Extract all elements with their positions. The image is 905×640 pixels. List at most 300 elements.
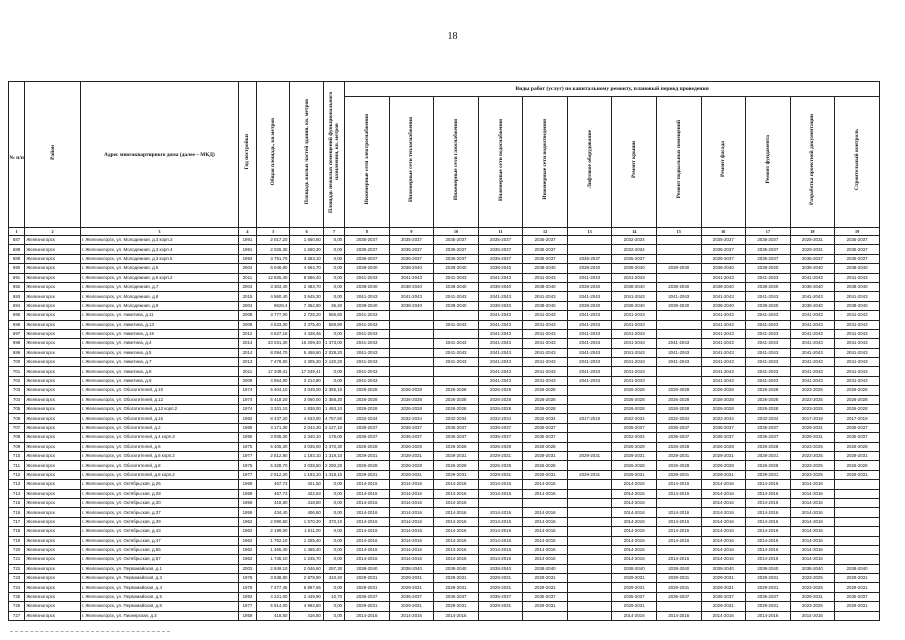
table-cell: 2035-2037	[523, 236, 568, 245]
table-cell: 2032-2034	[612, 433, 657, 442]
table-cell: г. Железногорск, ул. Молодежная, д.3 корп.5	[80, 254, 238, 263]
table-cell: 2035-2037	[478, 423, 523, 432]
table-cell: 2014-2016	[790, 489, 835, 498]
table-cell: 2041-2043	[478, 348, 523, 357]
table-cell: 2026-2028	[389, 386, 434, 395]
table-cell: 2014-2016	[701, 489, 746, 498]
table-cell: 2008	[238, 320, 256, 329]
table-cell: 4 171,30	[257, 423, 290, 432]
table-cell: Железногорск	[25, 376, 81, 385]
table-cell: 2029-2031	[478, 451, 523, 460]
table-cell: 2023-2025	[790, 386, 835, 395]
table-cell: 2013	[238, 358, 256, 367]
table-cell: Железногорск	[25, 451, 81, 460]
table-cell: 1977	[238, 602, 256, 611]
table-cell: 418,80	[290, 498, 323, 507]
table-row	[9, 517, 880, 526]
table-cell	[567, 480, 612, 489]
table-cell: г. Железногорск, ул. Обогатителей, д.6	[80, 442, 238, 451]
table-cell: 175,00	[323, 433, 344, 442]
table-cell: 17 349,41	[257, 367, 290, 376]
header-work-2: Инженерные сети теплоснабжения	[389, 97, 434, 228]
table-cell: 2029-2031	[612, 602, 657, 611]
table-cell: 2026-2028	[835, 405, 880, 414]
table-cell: 2014-2016	[523, 480, 568, 489]
table-cell: 706	[9, 414, 25, 423]
table-cell: 2023-2025	[790, 395, 835, 404]
header-work-5: Инженерные сети водоотведения	[523, 97, 568, 228]
table-cell: 2038-2040	[656, 301, 701, 310]
table-cell: 2038-2040	[612, 264, 657, 273]
table-cell: 17 349,41	[290, 367, 323, 376]
table-row	[9, 451, 880, 460]
table-cell: 2029-2031	[701, 583, 746, 592]
table-cell: 711	[9, 461, 25, 470]
table-cell: 2029-2031	[835, 602, 880, 611]
column-number: 12	[523, 228, 568, 236]
table-cell: 2041-2043	[835, 292, 880, 301]
table-cell: 2035-2037	[345, 592, 390, 601]
table-cell: 2029-2031	[656, 470, 701, 479]
table-cell	[567, 574, 612, 583]
table-cell: 2014-2016	[478, 508, 523, 517]
table-cell: 2041-2043	[835, 320, 880, 329]
table-cell: 5 405,30	[257, 442, 290, 451]
table-cell: 2029-2031	[523, 451, 568, 460]
table-cell: 2035-2037	[701, 592, 746, 601]
table-cell	[567, 545, 612, 554]
table-cell: 690	[9, 264, 25, 273]
table-cell: 1974	[238, 405, 256, 414]
table-cell: 2041-2043	[434, 320, 479, 329]
table-cell: 2038-2040	[523, 264, 568, 273]
table-cell: Железногорск	[25, 282, 81, 291]
table-cell: 2011	[238, 273, 256, 282]
table-cell: 2041-2043	[523, 329, 568, 338]
table-cell: 2 017,20	[257, 236, 290, 245]
table-cell	[567, 442, 612, 451]
table-cell: г. Железногорск, ул. Октябрьская, д.43	[80, 527, 238, 536]
table-cell: 3 645,30	[290, 292, 323, 301]
table-cell: Железногорск	[25, 517, 81, 526]
table-cell: 2029-2031	[389, 451, 434, 460]
header-work-9: Ремонт фасада	[701, 97, 746, 228]
table-cell: 2041-2043	[567, 311, 612, 320]
column-number: 15	[656, 228, 701, 236]
table-cell: 421,50	[290, 480, 323, 489]
column-number: 18	[790, 228, 835, 236]
table-cell: 2038-2040	[656, 564, 701, 573]
table-cell: 2026-2028	[345, 461, 390, 470]
table-cell: 2029-2031	[612, 451, 657, 460]
table-cell: 2026-2028	[656, 442, 701, 451]
table-cell: 2041-2043	[746, 292, 791, 301]
table-cell: г. Железногорск, ул. Никитина, д.11	[80, 311, 238, 320]
header-work-8: Ремонт подвальных помещений	[656, 97, 701, 228]
table-cell: 2032-2034	[434, 414, 479, 423]
table-cell: 2029-2031	[835, 470, 880, 479]
table-cell: 2038-2040	[523, 564, 568, 573]
table-cell: 2029-2031	[790, 245, 835, 254]
table-cell: Железногорск	[25, 592, 81, 601]
table-cell: 1 570,20	[290, 517, 323, 526]
table-cell	[656, 329, 701, 338]
table-cell: 2015	[238, 292, 256, 301]
table-cell: 2038-2040	[612, 282, 657, 291]
table-cell: 10,70	[323, 592, 344, 601]
table-cell: 297,30	[323, 564, 344, 573]
table-cell: 1 762,10	[257, 536, 290, 545]
table-cell: 2029-2031	[746, 583, 791, 592]
table-cell: 2 044,30	[290, 423, 323, 432]
table-cell: 2014-2016	[389, 508, 434, 517]
table-cell: г. Железногорск, ул. Октябрьская, д.57	[80, 555, 238, 564]
table-cell: 2029-2031	[523, 583, 568, 592]
table-cell: Железногорск	[25, 273, 81, 282]
table-cell: 2 028,20	[323, 348, 344, 357]
table-cell: 2032-2034	[345, 414, 390, 423]
table-cell: 2041-2043	[523, 376, 568, 385]
table-cell: 694	[9, 301, 25, 310]
table-cell	[835, 508, 880, 517]
table-cell: г. Железногорск, ул. Молодежная, д.3 корп.3	[80, 236, 238, 245]
table-row	[9, 245, 880, 254]
table-cell: 2035-2037	[656, 423, 701, 432]
table-cell: 718	[9, 527, 25, 536]
table-cell: 2035-2037	[523, 245, 568, 254]
column-number: 13	[567, 228, 612, 236]
table-cell	[835, 536, 880, 545]
table-cell: 2029-2031	[434, 470, 479, 479]
table-cell: 2038-2040	[523, 282, 568, 291]
table-row	[9, 470, 880, 479]
table-cell: 2014-2016	[345, 611, 390, 620]
table-cell: 2026-2028	[434, 461, 479, 470]
table-cell: 2029-2031	[478, 574, 523, 583]
table-cell: 1974	[238, 395, 256, 404]
table-cell: 1990	[238, 433, 256, 442]
table-cell: 2041-2043	[790, 292, 835, 301]
table-cell	[567, 423, 612, 432]
table-cell: 2 199,00	[257, 527, 290, 536]
table-cell: 720	[9, 545, 25, 554]
table-cell: 2014-2016	[389, 611, 434, 620]
table-cell: Железногорск	[25, 245, 81, 254]
table-cell: 0,00	[323, 480, 344, 489]
table-cell: 2035-2037	[345, 236, 390, 245]
table-cell: 12 825,40	[257, 273, 290, 282]
table-cell: 5 418,20	[257, 395, 290, 404]
table-cell: 0,00	[323, 329, 344, 338]
table-cell: 2038-2040	[790, 264, 835, 273]
table-cell: 23 031,30	[257, 339, 290, 348]
table-cell: 2014-2016	[701, 555, 746, 564]
table-cell: 2014-2016	[790, 498, 835, 507]
table-cell: 2041-2043	[835, 376, 880, 385]
table-cell: 0,00	[323, 602, 344, 611]
table-cell: 2041-2043	[523, 292, 568, 301]
table-cell: 2038-2040	[345, 564, 390, 573]
table-cell: 1959	[238, 498, 256, 507]
table-cell: 2 340,10	[290, 433, 323, 442]
table-cell: 1 838,00	[290, 405, 323, 414]
table-cell: 2026-2028	[656, 405, 701, 414]
table-cell: 2041-2043	[746, 273, 791, 282]
table-cell: 2014-2016	[612, 611, 657, 620]
table-cell: 0,00	[323, 367, 344, 376]
table-cell	[434, 311, 479, 320]
table-cell: 1975	[238, 461, 256, 470]
table-cell: 2038-2040	[434, 282, 479, 291]
table-cell: 2038-2040	[835, 301, 880, 310]
table-cell: 2041-2043	[701, 320, 746, 329]
table-cell: 2014-2016	[656, 517, 701, 526]
table-cell: г. Железногорск, ул. Никитина, д.13	[80, 320, 238, 329]
table-cell: 2026-2028	[835, 442, 880, 451]
table-cell: 2041-2043	[790, 273, 835, 282]
table-cell: 2041-2043	[612, 348, 657, 357]
table-cell: г. Железногорск, ул. Октябрьская, д.39	[80, 517, 238, 526]
table-cell: 2023-2025	[790, 574, 835, 583]
table-cell: 2041-2043	[835, 311, 880, 320]
table-cell: 2035-2037	[746, 433, 791, 442]
table-cell: 2014-2016	[345, 545, 390, 554]
table-cell: г. Железногорск, ул. Никитина, д.15	[80, 329, 238, 338]
table-cell: 2026-2028	[612, 461, 657, 470]
table-cell: 2014-2016	[389, 489, 434, 498]
table-cell: 2026-2028	[746, 461, 791, 470]
table-cell: г. Железногорск, ул. Обогатителей, д.6 корп.2	[80, 451, 238, 460]
column-number: 4	[238, 228, 256, 236]
table-row	[9, 564, 880, 573]
table-cell: 2014-2016	[478, 536, 523, 545]
table-cell: 2014-2016	[523, 489, 568, 498]
table-cell: г. Железногорск, ул. Никитина, д.4	[80, 339, 238, 348]
table-cell: 2035-2037	[523, 433, 568, 442]
table-cell: 0,00	[323, 545, 344, 554]
table-cell: 3 751,70	[257, 254, 290, 263]
table-cell: 2041-2043	[612, 376, 657, 385]
table-cell: 2035-2037	[612, 592, 657, 601]
table-cell: 2023-2025	[790, 405, 835, 414]
table-cell: 2014	[238, 339, 256, 348]
table-cell: 712	[9, 470, 25, 479]
table-cell: 1982	[238, 414, 256, 423]
table-cell	[567, 602, 612, 611]
table-cell: 2014-2016	[389, 545, 434, 554]
table-cell: 2035-2037	[478, 254, 523, 263]
table-cell: 2035-2037	[434, 423, 479, 432]
table-cell: 2014-2016	[434, 489, 479, 498]
table-cell: 2014-2016	[434, 555, 479, 564]
table-cell: 2038-2040	[389, 301, 434, 310]
table-cell: 2038-2040	[345, 282, 390, 291]
table-cell: 1 465,40	[290, 545, 323, 554]
table-cell: Железногорск	[25, 498, 81, 507]
table-cell: 2041-2043	[345, 329, 390, 338]
table-cell: г. Железногорск, ул. Пионерская, д.3	[80, 611, 238, 620]
table-cell: 2014-2016	[478, 480, 523, 489]
table-cell: 2014-2016	[790, 545, 835, 554]
table-cell: 9628,4	[257, 301, 290, 310]
table-cell: 2041-2043	[835, 367, 880, 376]
table-cell: 2029-2031	[656, 574, 701, 583]
table-cell: 2 355,10	[323, 386, 344, 395]
table-cell: 1991	[238, 245, 256, 254]
column-number: 17	[746, 228, 791, 236]
table-cell: 2041-2043	[345, 367, 390, 376]
table-cell: Железногорск	[25, 480, 81, 489]
table-cell: 2032-2034	[612, 245, 657, 254]
table-cell: 1 611,00	[290, 527, 323, 536]
table-cell: 702	[9, 376, 25, 385]
table-cell: 2041-2043	[567, 329, 612, 338]
table-cell: 2041-2043	[701, 367, 746, 376]
table-cell: 2038-2040	[746, 264, 791, 273]
table-cell: 2023-2025	[790, 461, 835, 470]
table-cell: 2026-2028	[656, 386, 701, 395]
table-cell: 2041-2043	[345, 376, 390, 385]
table-cell: 2026-2028	[701, 386, 746, 395]
table-cell: 2035-2037	[389, 236, 434, 245]
table-cell: 2035-2037	[701, 254, 746, 263]
table-cell: 2014-2016	[656, 489, 701, 498]
table-cell: 2038-2040	[656, 282, 701, 291]
table-cell: 2041-2043	[790, 329, 835, 338]
table-cell: 2014-2016	[656, 536, 701, 545]
table-cell: 708	[9, 433, 25, 442]
table-cell: 2014-2016	[656, 527, 701, 536]
table-cell: 2038-2040	[567, 301, 612, 310]
table-cell: 724	[9, 583, 25, 592]
table-cell: 2041-2043	[656, 292, 701, 301]
table-cell: 2 849,10	[257, 564, 290, 573]
table-cell: 2041-2043	[345, 358, 390, 367]
table-cell: 0,00	[323, 292, 344, 301]
table-cell: 2032-2034	[389, 414, 434, 423]
table-cell: 2014-2016	[478, 489, 523, 498]
table-cell: 2035-2037	[434, 254, 479, 263]
table-cell: 2041-2043	[523, 358, 568, 367]
table-cell: 2026-2028	[434, 442, 479, 451]
table-cell: 2041-2043	[523, 367, 568, 376]
table-cell: 2041-2043	[746, 339, 791, 348]
table-cell: 2041-2043	[567, 339, 612, 348]
table-cell: 4 960,40	[257, 292, 290, 301]
table-cell: 2011	[238, 367, 256, 376]
table-cell: 2038-2040	[790, 564, 835, 573]
table-row	[9, 461, 880, 470]
table-cell: 710	[9, 451, 25, 460]
table-row	[9, 386, 880, 395]
table-cell: 2014-2016	[523, 555, 568, 564]
table-cell: 2029-2031	[345, 583, 390, 592]
column-number: 19	[835, 228, 880, 236]
table-cell: г. Железногорск, ул. Обогатителей, д.12 корп.2	[80, 405, 238, 414]
table-row	[9, 545, 880, 554]
table-row	[9, 574, 880, 583]
table-cell	[656, 273, 701, 282]
table-cell: 2014-2016	[345, 517, 390, 526]
table-cell: 2014-2016	[612, 555, 657, 564]
table-cell	[656, 245, 701, 254]
table-cell: 2038-2040	[478, 301, 523, 310]
table-cell: 2029-2031	[746, 574, 791, 583]
table-cell: 2026-2028	[701, 461, 746, 470]
table-cell: г. Железногорск, ул. Обогатителей, д.12	[80, 395, 238, 404]
table-cell: 2 449,90	[290, 592, 323, 601]
table-cell: 2032-2034	[612, 414, 657, 423]
table-cell: 2029-2031	[567, 451, 612, 460]
table-cell: Железногорск	[25, 536, 81, 545]
table-cell: 2038-2040	[790, 282, 835, 291]
table-cell: 2014-2016	[746, 545, 791, 554]
table-cell: 4 428,46	[290, 329, 323, 338]
table-cell	[656, 498, 701, 507]
table-cell: 2041-2043	[478, 292, 523, 301]
table-cell: 2014	[238, 348, 256, 357]
table-cell	[567, 564, 612, 573]
table-cell: 2041-2043	[478, 339, 523, 348]
table-cell: 2014-2016	[746, 555, 791, 564]
table-cell: Железногорск	[25, 301, 81, 310]
table-cell: г. Железногорск, ул. Никитина, д.7	[80, 358, 238, 367]
column-number: 1	[9, 228, 25, 236]
table-cell: г. Железногорск, ул. Первомайская, д.5	[80, 592, 238, 601]
table-cell: 2014-2016	[434, 517, 479, 526]
table-cell: 2035-2037	[434, 236, 479, 245]
table-cell: 2014-2016	[345, 555, 390, 564]
table-cell: 568,90	[323, 320, 344, 329]
table-cell: 2026-2028	[701, 395, 746, 404]
table-cell: 3 214,80	[290, 376, 323, 385]
table-cell: 1 735,10	[257, 555, 290, 564]
table-cell: 2038-2040	[345, 301, 390, 310]
table-cell: 1959	[238, 611, 256, 620]
table-cell: 693	[9, 292, 25, 301]
table-cell: 2041-2043	[746, 329, 791, 338]
table-cell: 2026-2028	[612, 405, 657, 414]
table-cell: 727	[9, 611, 25, 620]
table-row	[9, 311, 880, 320]
table-cell: 1 319,10	[323, 470, 344, 479]
table-cell: Железногорск	[25, 470, 81, 479]
table-cell: 2029-2031	[523, 574, 568, 583]
table-cell: 2014-2016	[434, 498, 479, 507]
table-cell: 2041-2043	[567, 358, 612, 367]
table-cell: 2026-2028	[656, 461, 701, 470]
table-cell: 4 305,30	[290, 358, 323, 367]
table-row	[9, 527, 880, 536]
table-cell: 0,00	[323, 536, 344, 545]
header-work-1: Инженерные сети электроснабжения	[345, 97, 390, 228]
table-cell: 2032-2034	[523, 414, 568, 423]
table-cell: 695	[9, 311, 25, 320]
table-cell	[389, 358, 434, 367]
table-cell: 1959	[238, 489, 256, 498]
table-cell: 2029-2031	[567, 470, 612, 479]
table-cell	[656, 376, 701, 385]
table-cell: 2014-2016	[478, 527, 523, 536]
table-cell: 3 638,80	[257, 574, 290, 583]
table-cell: 2029-2031	[790, 592, 835, 601]
table-cell: 0,00	[323, 583, 344, 592]
table-cell: 2035-2037	[523, 423, 568, 432]
table-cell: 2041-2043	[612, 367, 657, 376]
table-cell: 2012	[238, 329, 256, 338]
table-row	[9, 423, 880, 432]
table-cell: 2041-2043	[746, 348, 791, 357]
